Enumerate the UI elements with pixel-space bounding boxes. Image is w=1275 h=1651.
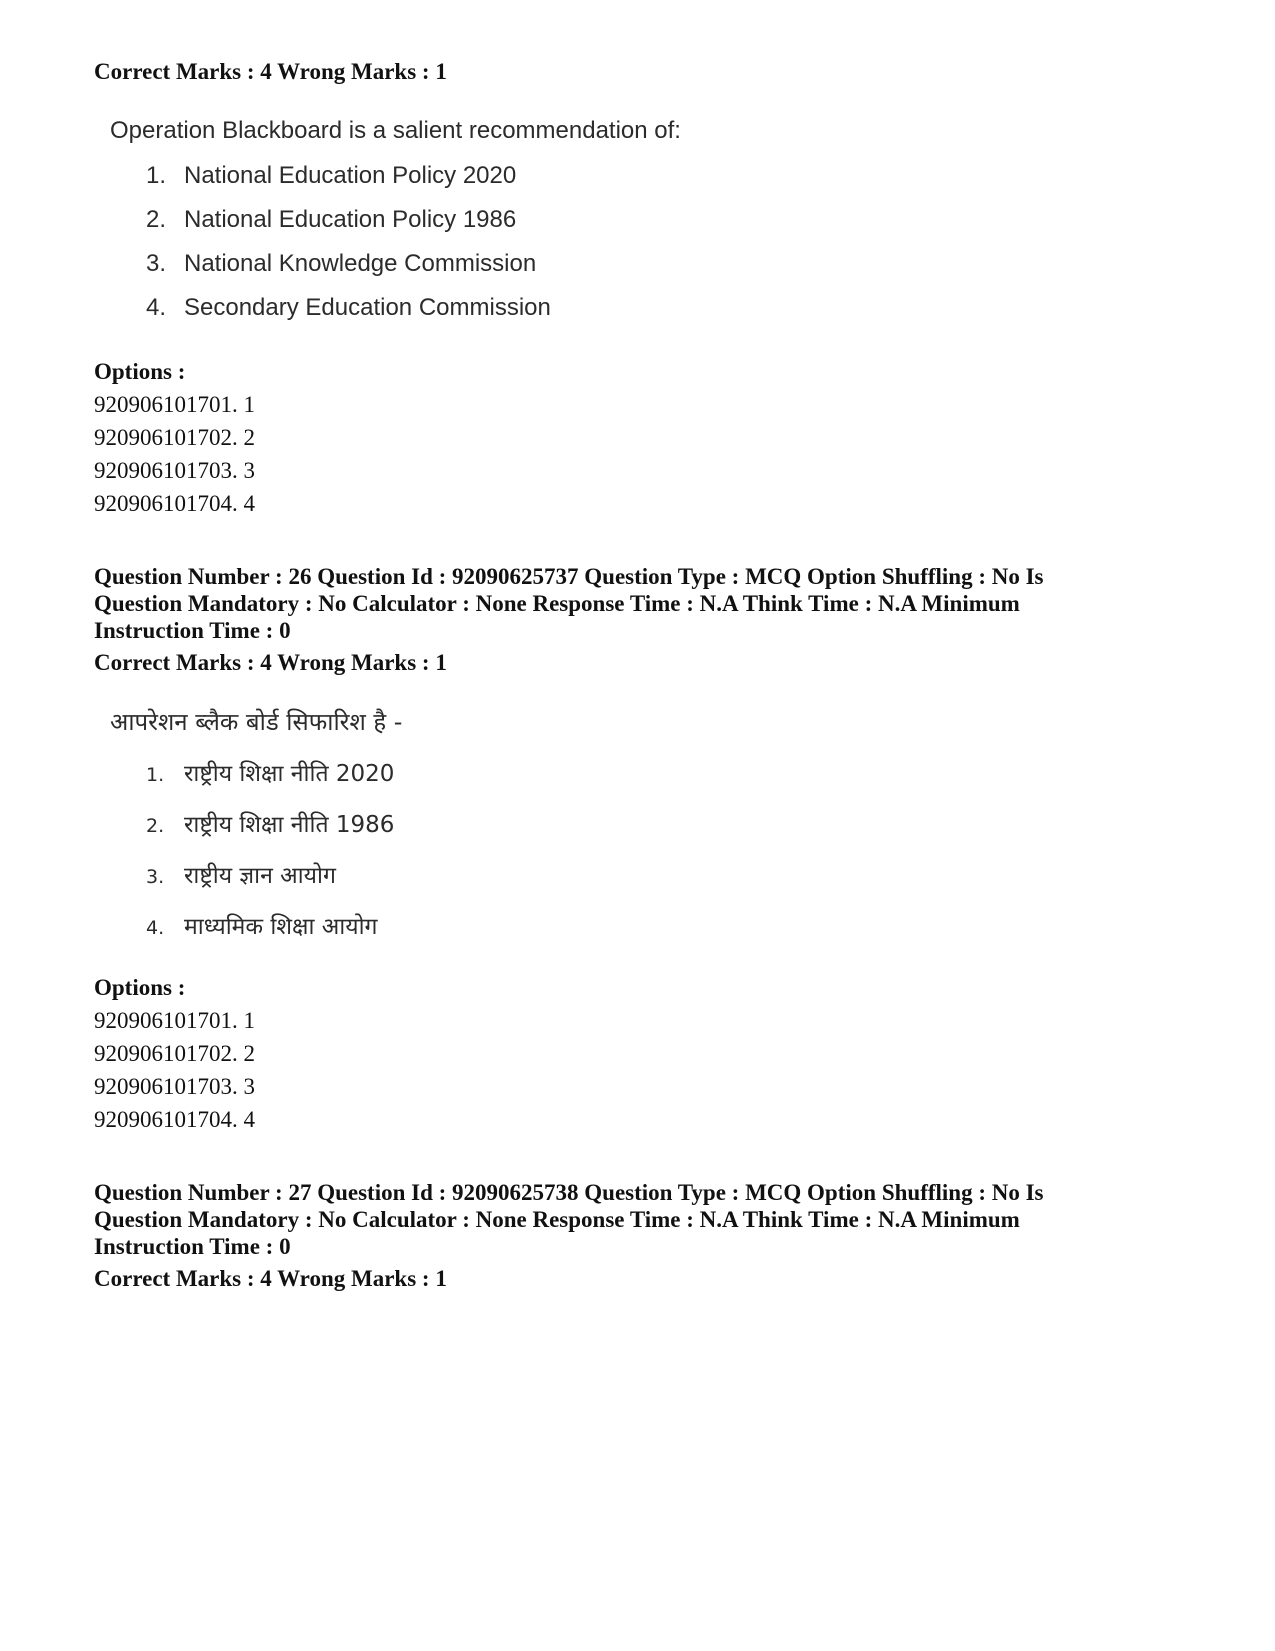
option-row: 920906101704. 4 bbox=[94, 1107, 255, 1132]
question-stem: आपरेशन ब्लैक बोर्ड सिफारिश है - bbox=[110, 708, 403, 736]
options-label: Options : bbox=[94, 359, 186, 384]
choice-number: 3. bbox=[146, 250, 167, 277]
marks-line: Correct Marks : 4 Wrong Marks : 1 bbox=[94, 650, 447, 675]
marks-line: Correct Marks : 4 Wrong Marks : 1 bbox=[94, 1266, 447, 1291]
question-header bbox=[94, 1179, 1044, 1260]
options-label: Options : bbox=[94, 975, 186, 1000]
option-row: 920906101704. 4 bbox=[94, 491, 255, 516]
choice-text: राष्ट्रीय शिक्षा नीति 1986 bbox=[184, 812, 395, 838]
option-row: 920906101703. 3 bbox=[94, 1074, 255, 1099]
choice-text: माध्यमिक शिक्षा आयोग bbox=[184, 914, 378, 940]
choice-text: National Education Policy 2020 bbox=[184, 162, 517, 189]
choice-list bbox=[146, 758, 710, 962]
option-row: 920906101702. 2 bbox=[94, 425, 255, 450]
options-list bbox=[94, 388, 255, 520]
choice-item bbox=[146, 758, 710, 809]
question-image bbox=[110, 706, 710, 962]
question-header-line: Question Mandatory : No Calculator : None Response Time : N.A Think Time : N.A Minimum bbox=[94, 591, 1020, 616]
choice-number: 1. bbox=[146, 162, 167, 189]
choice-text: National Education Policy 1986 bbox=[184, 206, 517, 233]
choice-number: 4. bbox=[146, 917, 165, 939]
choice-number: 2. bbox=[146, 815, 165, 837]
choice-text: राष्ट्रीय शिक्षा नीति 2020 bbox=[184, 761, 395, 787]
choice-item bbox=[146, 293, 750, 337]
option-row: 920906101701. 1 bbox=[94, 1008, 255, 1033]
marks-line: Correct Marks : 4 Wrong Marks : 1 bbox=[94, 59, 447, 84]
options-list bbox=[94, 1004, 255, 1136]
choice-number: 2. bbox=[146, 206, 167, 233]
choice-item bbox=[146, 205, 750, 249]
choice-text: राष्ट्रीय ज्ञान आयोग bbox=[184, 863, 336, 889]
option-row: 920906101703. 3 bbox=[94, 458, 255, 483]
question-header-line: Question Number : 26 Question Id : 92090625737 Question Type : MCQ Option Shuffling : No Is bbox=[94, 564, 1044, 589]
choice-number: 1. bbox=[146, 764, 165, 786]
choice-number: 4. bbox=[146, 294, 167, 321]
option-row: 920906101701. 1 bbox=[94, 392, 255, 417]
question-header-line: Question Number : 27 Question Id : 92090625738 Question Type : MCQ Option Shuffling : No Is bbox=[94, 1180, 1044, 1205]
choice-text: Secondary Education Commission bbox=[184, 294, 551, 321]
choice-item bbox=[146, 249, 750, 293]
question-image bbox=[110, 116, 750, 337]
choice-item bbox=[146, 911, 710, 962]
option-row: 920906101702. 2 bbox=[94, 1041, 255, 1066]
choice-item bbox=[146, 860, 710, 911]
choice-text: National Knowledge Commission bbox=[184, 250, 537, 277]
question-header-line: Instruction Time : 0 bbox=[94, 1234, 291, 1259]
question-header-line: Question Mandatory : No Calculator : None Response Time : N.A Think Time : N.A Minimum bbox=[94, 1207, 1020, 1232]
question-header-line: Instruction Time : 0 bbox=[94, 618, 291, 643]
question-header bbox=[94, 563, 1044, 644]
choice-item bbox=[146, 809, 710, 860]
choice-number: 3. bbox=[146, 866, 165, 888]
choice-item bbox=[146, 161, 750, 205]
question-stem: Operation Blackboard is a salient recommendation of: bbox=[110, 117, 681, 144]
choice-list bbox=[146, 161, 750, 337]
